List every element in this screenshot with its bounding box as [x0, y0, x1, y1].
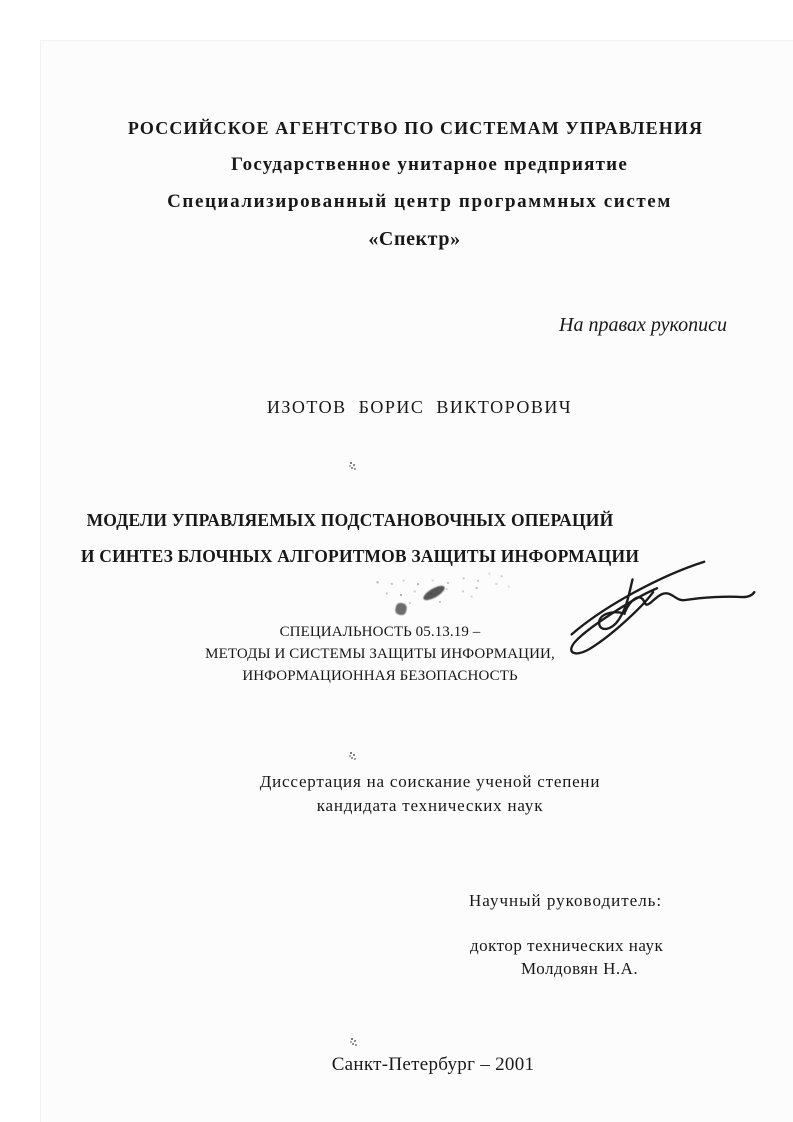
organization-line-4: «Спектр»: [368, 228, 461, 250]
author-name: ИЗОТОВ БОРИС ВИКТОРОВИЧ: [266, 397, 573, 417]
organization-line-3: Специализированный центр программных систем: [167, 191, 672, 212]
signature-loop-stroke: [571, 588, 657, 653]
smudge-speckles: [377, 581, 379, 583]
smudge-blob: [421, 583, 446, 603]
scan-speck-icon: [350, 752, 352, 754]
dissertation-title-line-2: И СИНТЕЗ БЛОЧНЫХ АЛГОРИТМОВ ЗАЩИТЫ ИНФОРМАЦИИ: [80, 546, 640, 566]
supervisor-heading: Научный руководитель:: [469, 891, 663, 910]
organization-line-1: РОССИЙСКОЕ АГЕНТСТВО ПО СИСТЕМАМ УПРАВЛЕНИЯ: [127, 118, 704, 138]
supervisor-degree: доктор технических наук: [470, 936, 664, 955]
city-year-imprint: Санкт-Петербург – 2001: [331, 1054, 535, 1075]
scan-speck-icon: [350, 462, 352, 464]
dissertation-title-line-1: МОДЕЛИ УПРАВЛЯЕМЫХ ПОДСТАНОВОЧНЫХ ОПЕРАЦИЙ: [86, 510, 614, 530]
degree-statement-line-1: Диссертация на соискание ученой степени: [259, 772, 601, 791]
degree-statement-line-2: кандидата технических наук: [316, 796, 544, 815]
smudge-blob-small: [394, 602, 407, 616]
specialty-line-2: МЕТОДЫ И СИСТЕМЫ ЗАЩИТЫ ИНФОРМАЦИИ,: [205, 646, 555, 662]
manuscript-rights-note: На правах рукописи: [559, 314, 727, 336]
organization-line-2: Государственное унитарное предприятие: [231, 154, 628, 175]
scan-speck-icon: [351, 1038, 353, 1040]
specialty-line-3: ИНФОРМАЦИОННАЯ БЕЗОПАСНОСТЬ: [242, 668, 518, 684]
supervisor-name: Молдовян Н.А.: [521, 959, 639, 978]
specialty-line-1: СПЕЦИАЛЬНОСТЬ 05.13.19 –: [279, 624, 481, 640]
